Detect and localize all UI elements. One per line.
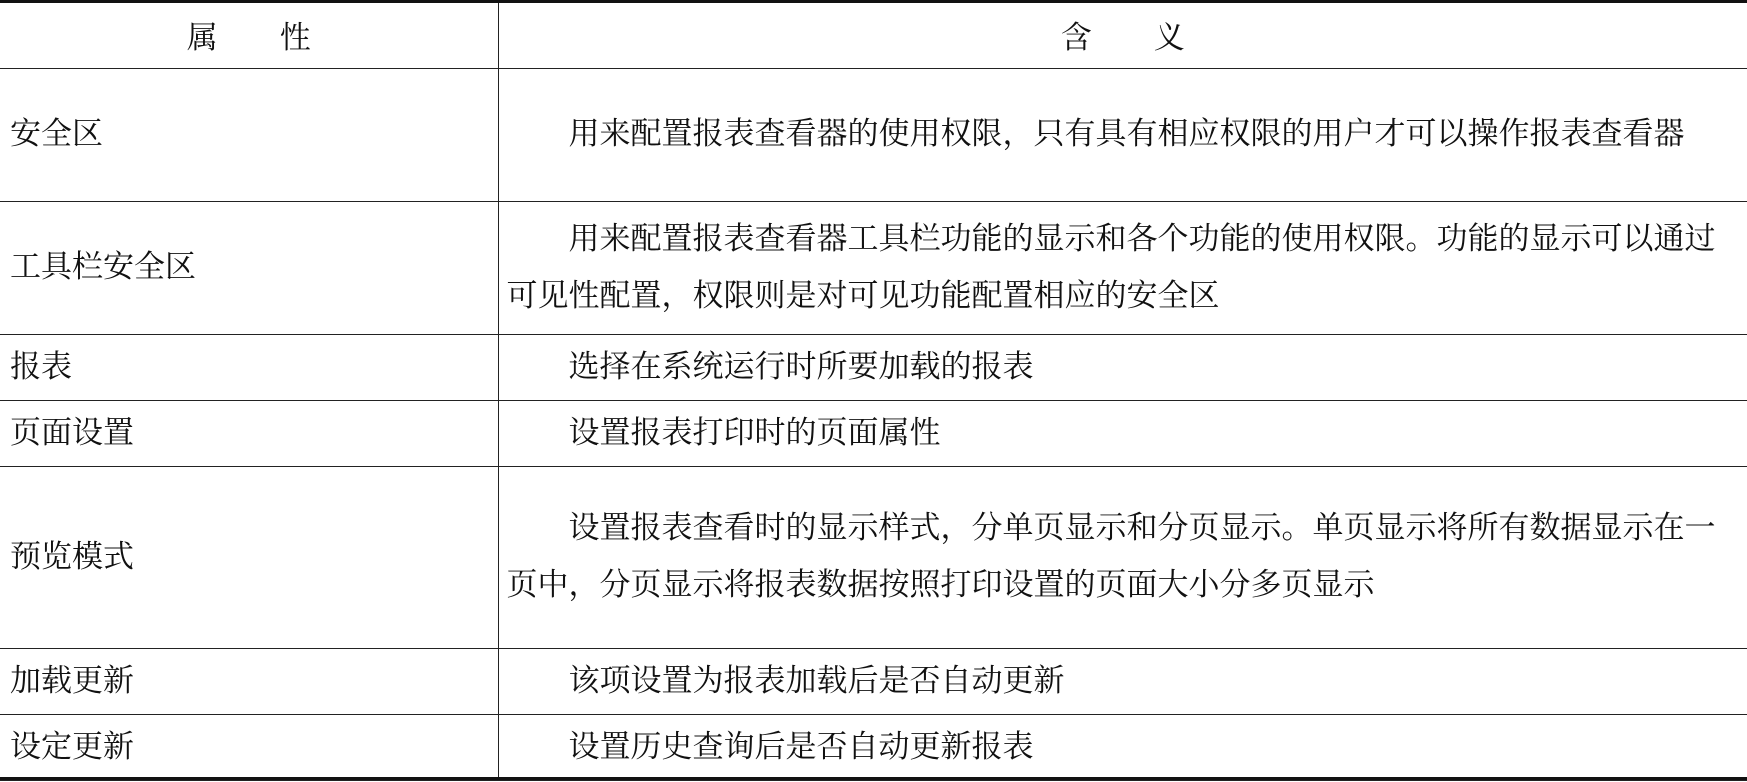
header-meaning: 含 义 xyxy=(498,2,1747,68)
row-meaning-cell xyxy=(498,714,1747,780)
row-meaning-text: 用来配置报表查看器的使用权限，只有具有相应权限的用户才可以操作报表查看器 xyxy=(568,116,1685,152)
row-meaning-cell xyxy=(498,68,1747,201)
row-meaning-cell xyxy=(498,201,1747,334)
row-meaning-text: 选择在系统运行时所要加载的报表 xyxy=(568,348,1034,385)
table-row xyxy=(0,648,1747,714)
table-row xyxy=(0,68,1747,201)
row-meaning-text: 设置历史查询后是否自动更新报表 xyxy=(568,728,1034,765)
table-row xyxy=(0,400,1747,466)
row-property-cell: 报表 xyxy=(0,334,498,400)
row-property-cell: 工具栏安全区 xyxy=(0,201,498,334)
row-property-cell: 安全区 xyxy=(0,68,498,201)
property-meaning-table xyxy=(0,2,1747,781)
table-row xyxy=(0,201,1747,334)
row-meaning-text: 该项设置为报表加载后是否自动更新 xyxy=(568,662,1065,699)
row-meaning-text: 设置报表打印时的页面属性 xyxy=(568,414,941,451)
row-property-cell: 加载更新 xyxy=(0,648,498,714)
row-meaning-text: 设置报表查看时的显示样式，分单页显示和分页显示。单页显示将所有数据显示在一页中，分页显示将报表数据按照打印设置的页面大小分多页显示 xyxy=(506,510,1716,603)
table-header-row xyxy=(0,2,1747,68)
row-property-cell: 设定更新 xyxy=(0,714,498,780)
row-meaning-cell xyxy=(498,466,1747,648)
row-property-cell: 页面设置 xyxy=(0,400,498,466)
table-row xyxy=(0,466,1747,648)
table-bottom-rule xyxy=(0,777,1747,780)
row-meaning-cell xyxy=(498,400,1747,466)
table-row xyxy=(0,334,1747,400)
row-meaning-text: 用来配置报表查看器工具栏功能的显示和各个功能的使用权限。功能的显示可以通过可见性配置，权限则是对可见功能配置相应的安全区 xyxy=(506,220,1716,314)
row-meaning-cell xyxy=(498,648,1747,714)
table-top-rule xyxy=(0,0,1747,3)
row-meaning-cell xyxy=(498,334,1747,400)
table-row xyxy=(0,714,1747,780)
header-property: 属 性 xyxy=(0,2,498,68)
row-property-cell: 预览模式 xyxy=(0,466,498,648)
